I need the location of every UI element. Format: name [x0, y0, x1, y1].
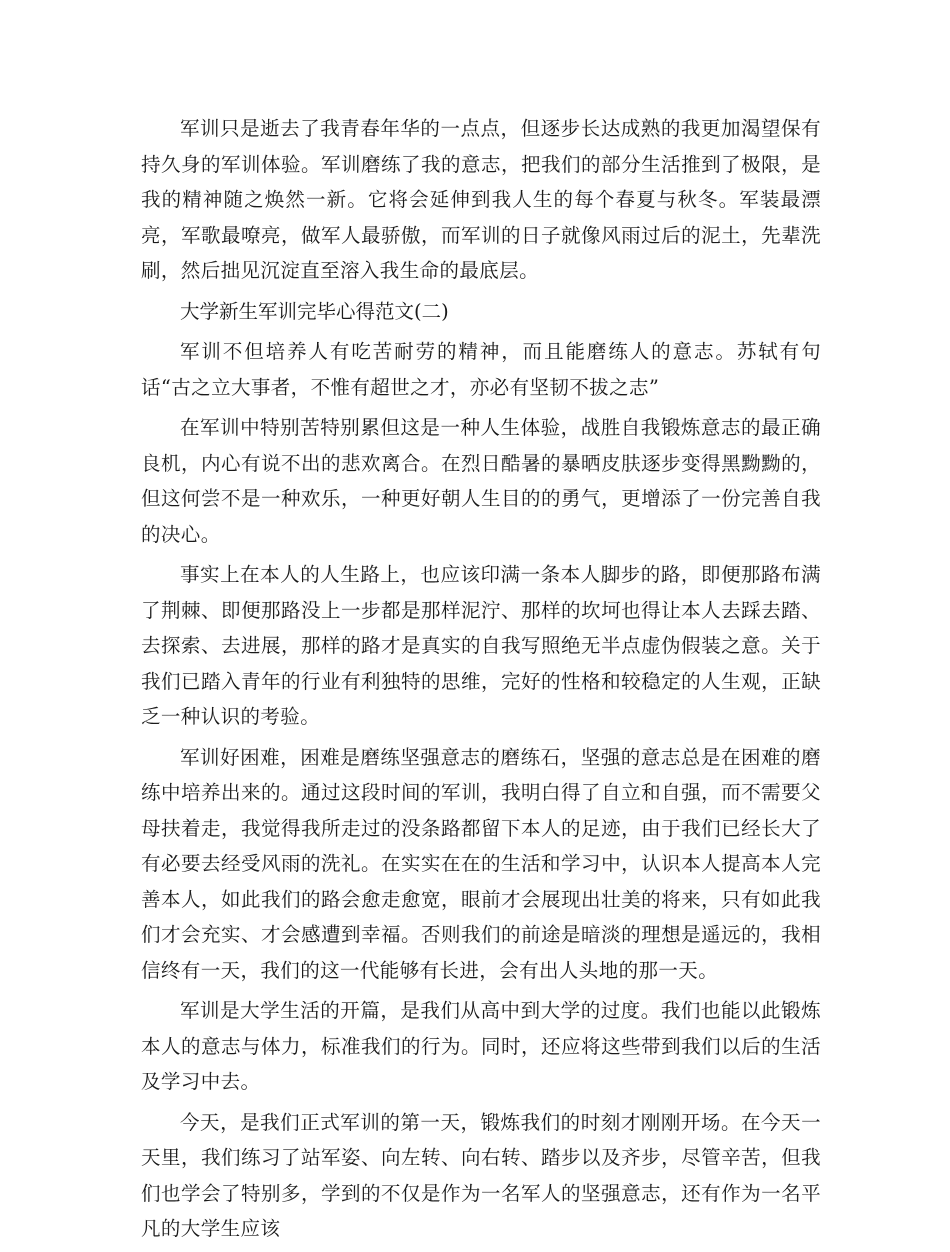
paragraph-own-path: 事实上在本人的人生路上，也应该印满一条本人脚步的路，即便那路布满了荆棘、即便那路没上一步都是那样泥泞、那样的坎坷也得让本人去踩去踏、去探索、去进展，那样的路才是真实的自我写照绝无半点虚伪假装之意。关于我们已踏入青年的行业有利独特的思维，完好的性格和较稳定的人生观，正缺乏一种认识的考验。: [141, 563, 821, 728]
document-body: [141, 111, 821, 1252]
paragraph-su-shi-quote: 军训不但培养人有吃苦耐劳的精神，而且能磨练人的意志。苏轼有句话“古之立大事者，不惟有超世之才，亦必有坚韧不拔之志”: [141, 340, 821, 399]
paragraph-hardship: 军训好困难，困难是磨练坚强意志的磨练石，坚强的意志总是在困难的磨练中培养出来的。通过这段时间的军训，我明白得了自立和自强，而不需要父母扶着走，我觉得我所走过的没条路都留下本人的足迹，由于我们已经长大了有必要去经受风雨的洗礼。在实实在在的生活和学习中，认识本人提高本人完善本人，如此我们的路会愈走愈宽，眼前才会展现出壮美的将来，只有如此我们才会充实、才会感遭到幸福。否则我们的前途是暗淡的理想是遥远的，我相信终有一天，我们的这一代能够有长进，会有出人头地的那一天。: [141, 745, 821, 982]
paragraph-first-day: 今天，是我们正式军训的第一天，锻炼我们的时刻才刚刚开场。在今天一天里，我们练习了站军姿、向左转、向右转、踏步以及齐步，尽管辛苦，但我们也学会了特别多，学到的不仅是作为一名军人的坚强意志，还有作为一名平凡的大学生应该: [141, 1110, 821, 1240]
paragraph-military-training-reflection: 军训只是逝去了我青春年华的一点点，但逐步长达成熟的我更加渴望保有持久身的军训体验。军训磨练了我的意志，把我们的部分生活推到了极限，是我的精神随之焕然一新。它将会延伸到我人生的每个春夏与秋冬。军装最漂亮，军歌最嘹亮，做军人最骄傲，而军训的日子就像风雨过后的泥土，先辈洗刷，然后拙见沉淀直至溶入我生命的最底层。: [141, 117, 821, 282]
section-heading: 大学新生军训完毕心得范文(二): [180, 299, 449, 323]
paragraph-college-opening: 军训是大学生活的开篇，是我们从高中到大学的过度。我们也能以此锻炼本人的意志与体力，标准我们的行为。同时，还应将这些带到我们以后的生活及学习中去。: [141, 999, 821, 1093]
paragraph-life-experience: 在军训中特别苦特别累但这是一种人生体验，战胜自我锻炼意志的最正确良机，内心有说不出的悲欢离合。在烈日酷暑的暴晒皮肤逐步变得黑黝黝的，但这何尝不是一种欢乐，一种更好朝人生目的的勇气，更增添了一份完善自我的决心。: [141, 416, 821, 546]
